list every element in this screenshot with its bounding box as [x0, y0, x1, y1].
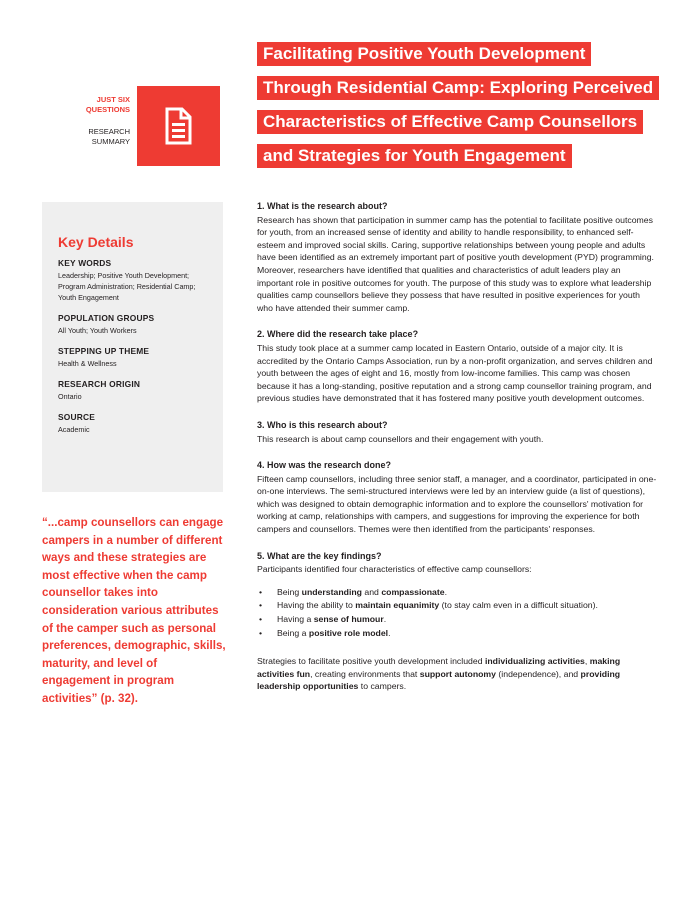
- strategies-paragraph: Strategies to facilitate positive youth development included individualizing activities, making activities fun, creating environments that support autonomy (independence), and providing leadership opportunities to campers.: [257, 656, 621, 692]
- title-line: and Strategies for Youth Engagement: [257, 144, 572, 168]
- logo-block: [137, 86, 220, 166]
- detail-heading: RESEARCH ORIGIN: [58, 379, 141, 389]
- emphasis-text: sense of humour: [313, 614, 384, 625]
- emphasis-text: providing leadership opportunities: [257, 668, 621, 692]
- detail-section-keywords: [58, 258, 215, 303]
- detail-value: Academic: [58, 425, 90, 434]
- question-heading: 1. What is the research about?: [257, 201, 388, 211]
- detail-heading: KEY WORDS: [58, 258, 112, 268]
- title-line: Through Residential Camp: Exploring Perceived: [257, 76, 659, 100]
- emphasis-text: understanding: [301, 586, 362, 597]
- page-title: [257, 42, 677, 178]
- emphasis-text: compassionate: [381, 586, 445, 597]
- detail-value: Health & Wellness: [58, 359, 117, 368]
- finding-item: • Having the ability to maintain equanimity (to stay calm even in a difficult situation).: [257, 599, 657, 612]
- title-line: Facilitating Positive Youth Development: [257, 42, 591, 66]
- emphasis-text: maintain equanimity: [355, 600, 440, 611]
- answer-paragraph: This research is about camp counsellors and their engagement with youth.: [257, 433, 544, 444]
- findings-list: [257, 586, 657, 639]
- emphasis-text: positive role model: [308, 627, 389, 638]
- detail-value: Leadership; Positive Youth Development; Program Administration; Residential Camp; Youth Engagement: [58, 271, 196, 302]
- detail-heading: STEPPING UP THEME: [58, 346, 150, 356]
- emphasis-text: support autonomy: [419, 668, 496, 679]
- detail-section-population: [58, 313, 215, 336]
- finding-item: • Being a positive role model.: [257, 627, 657, 640]
- finding-item: • Having a sense of humour.: [257, 613, 657, 626]
- title-line: Characteristics of Effective Camp Counsellors: [257, 110, 643, 134]
- document-icon: [165, 107, 192, 145]
- question-heading: 2. Where did the research take place?: [257, 329, 419, 340]
- series-name: JUST SIX QUESTIONS: [85, 95, 130, 114]
- answer-paragraph: Research has shown that participation in summer camp has the potential to facilitate positive outcomes for youth, from an increased sense of identity and ability to handle responsibility, to enhanced self-esteem and improved social skills. Caring, supportive relationships between young people and adults have been identified as an extremely important part of positive youth development (PYD) programming. Moreover, researchers have identified that qualities and characteristics of adult leaders play an important role in positive outcomes for youth. The purpose of this study was to explore what leadership qualities camp counsellors believe they possess that have resulted in positive experiences for youth who have attended their summer camp.: [257, 214, 654, 313]
- findings-intro: Participants identified four characteristics of effective camp counsellors:: [257, 564, 532, 575]
- series-label: [60, 95, 130, 147]
- pull-quote: “...camp counsellors can engage campers in a number of different ways and these strategies are most effective when the camp counsellor takes into consideration various attributes of the camper such as personal preferences, demographic, skills, maturity, and level of engagement in program activities” (p. 32).: [42, 516, 226, 705]
- detail-value: All Youth; Youth Workers: [58, 326, 137, 335]
- question-heading: 5. What are the key findings?: [257, 550, 382, 561]
- main-content: [257, 200, 657, 707]
- answer-paragraph: This study took place at a summer camp located in Eastern Ontario, outside of a major city. It is accredited by the Ontario Camps Association, run by a non-profit organization, and serves children and youth between the ages of eight and 16, mostly from low-income families. This camp was chosen because it has a long-standing, positive reputation and a strong camp counsellor training program, and previous studies have demonstrated that it has fostered many positive youth development outcomes.: [257, 342, 653, 404]
- key-details-title: Key Details: [58, 234, 134, 250]
- emphasis-text: individualizing activities: [484, 656, 585, 667]
- detail-section-source: [58, 412, 215, 435]
- question-heading: 4. How was the research done?: [257, 460, 392, 471]
- detail-section-theme: [58, 346, 215, 369]
- detail-heading: POPULATION GROUPS: [58, 313, 155, 323]
- detail-heading: SOURCE: [58, 412, 96, 422]
- answer-paragraph: Fifteen camp counsellors, including three senior staff, a manager, and a coordinator, participated in one-on-one interviews. The semi-structured interviews were led by an interview guide (a list of questions), which was designed to obtain demographic information and to explore the counsellors' motivation for working at camp, relationships with campers, and suggestions for improving the experience for both campers and counsellors. Themes were then identified from the participants' responses.: [257, 473, 657, 535]
- finding-item: • Being understanding and compassionate.: [257, 586, 657, 599]
- question-heading: 3. Who is this research about?: [257, 419, 388, 430]
- document-type: RESEARCH SUMMARY: [88, 127, 130, 146]
- emphasis-text: making activities fun: [257, 656, 621, 679]
- detail-value: Ontario: [58, 392, 82, 401]
- key-details-panel: [42, 202, 223, 492]
- detail-section-origin: [58, 379, 215, 402]
